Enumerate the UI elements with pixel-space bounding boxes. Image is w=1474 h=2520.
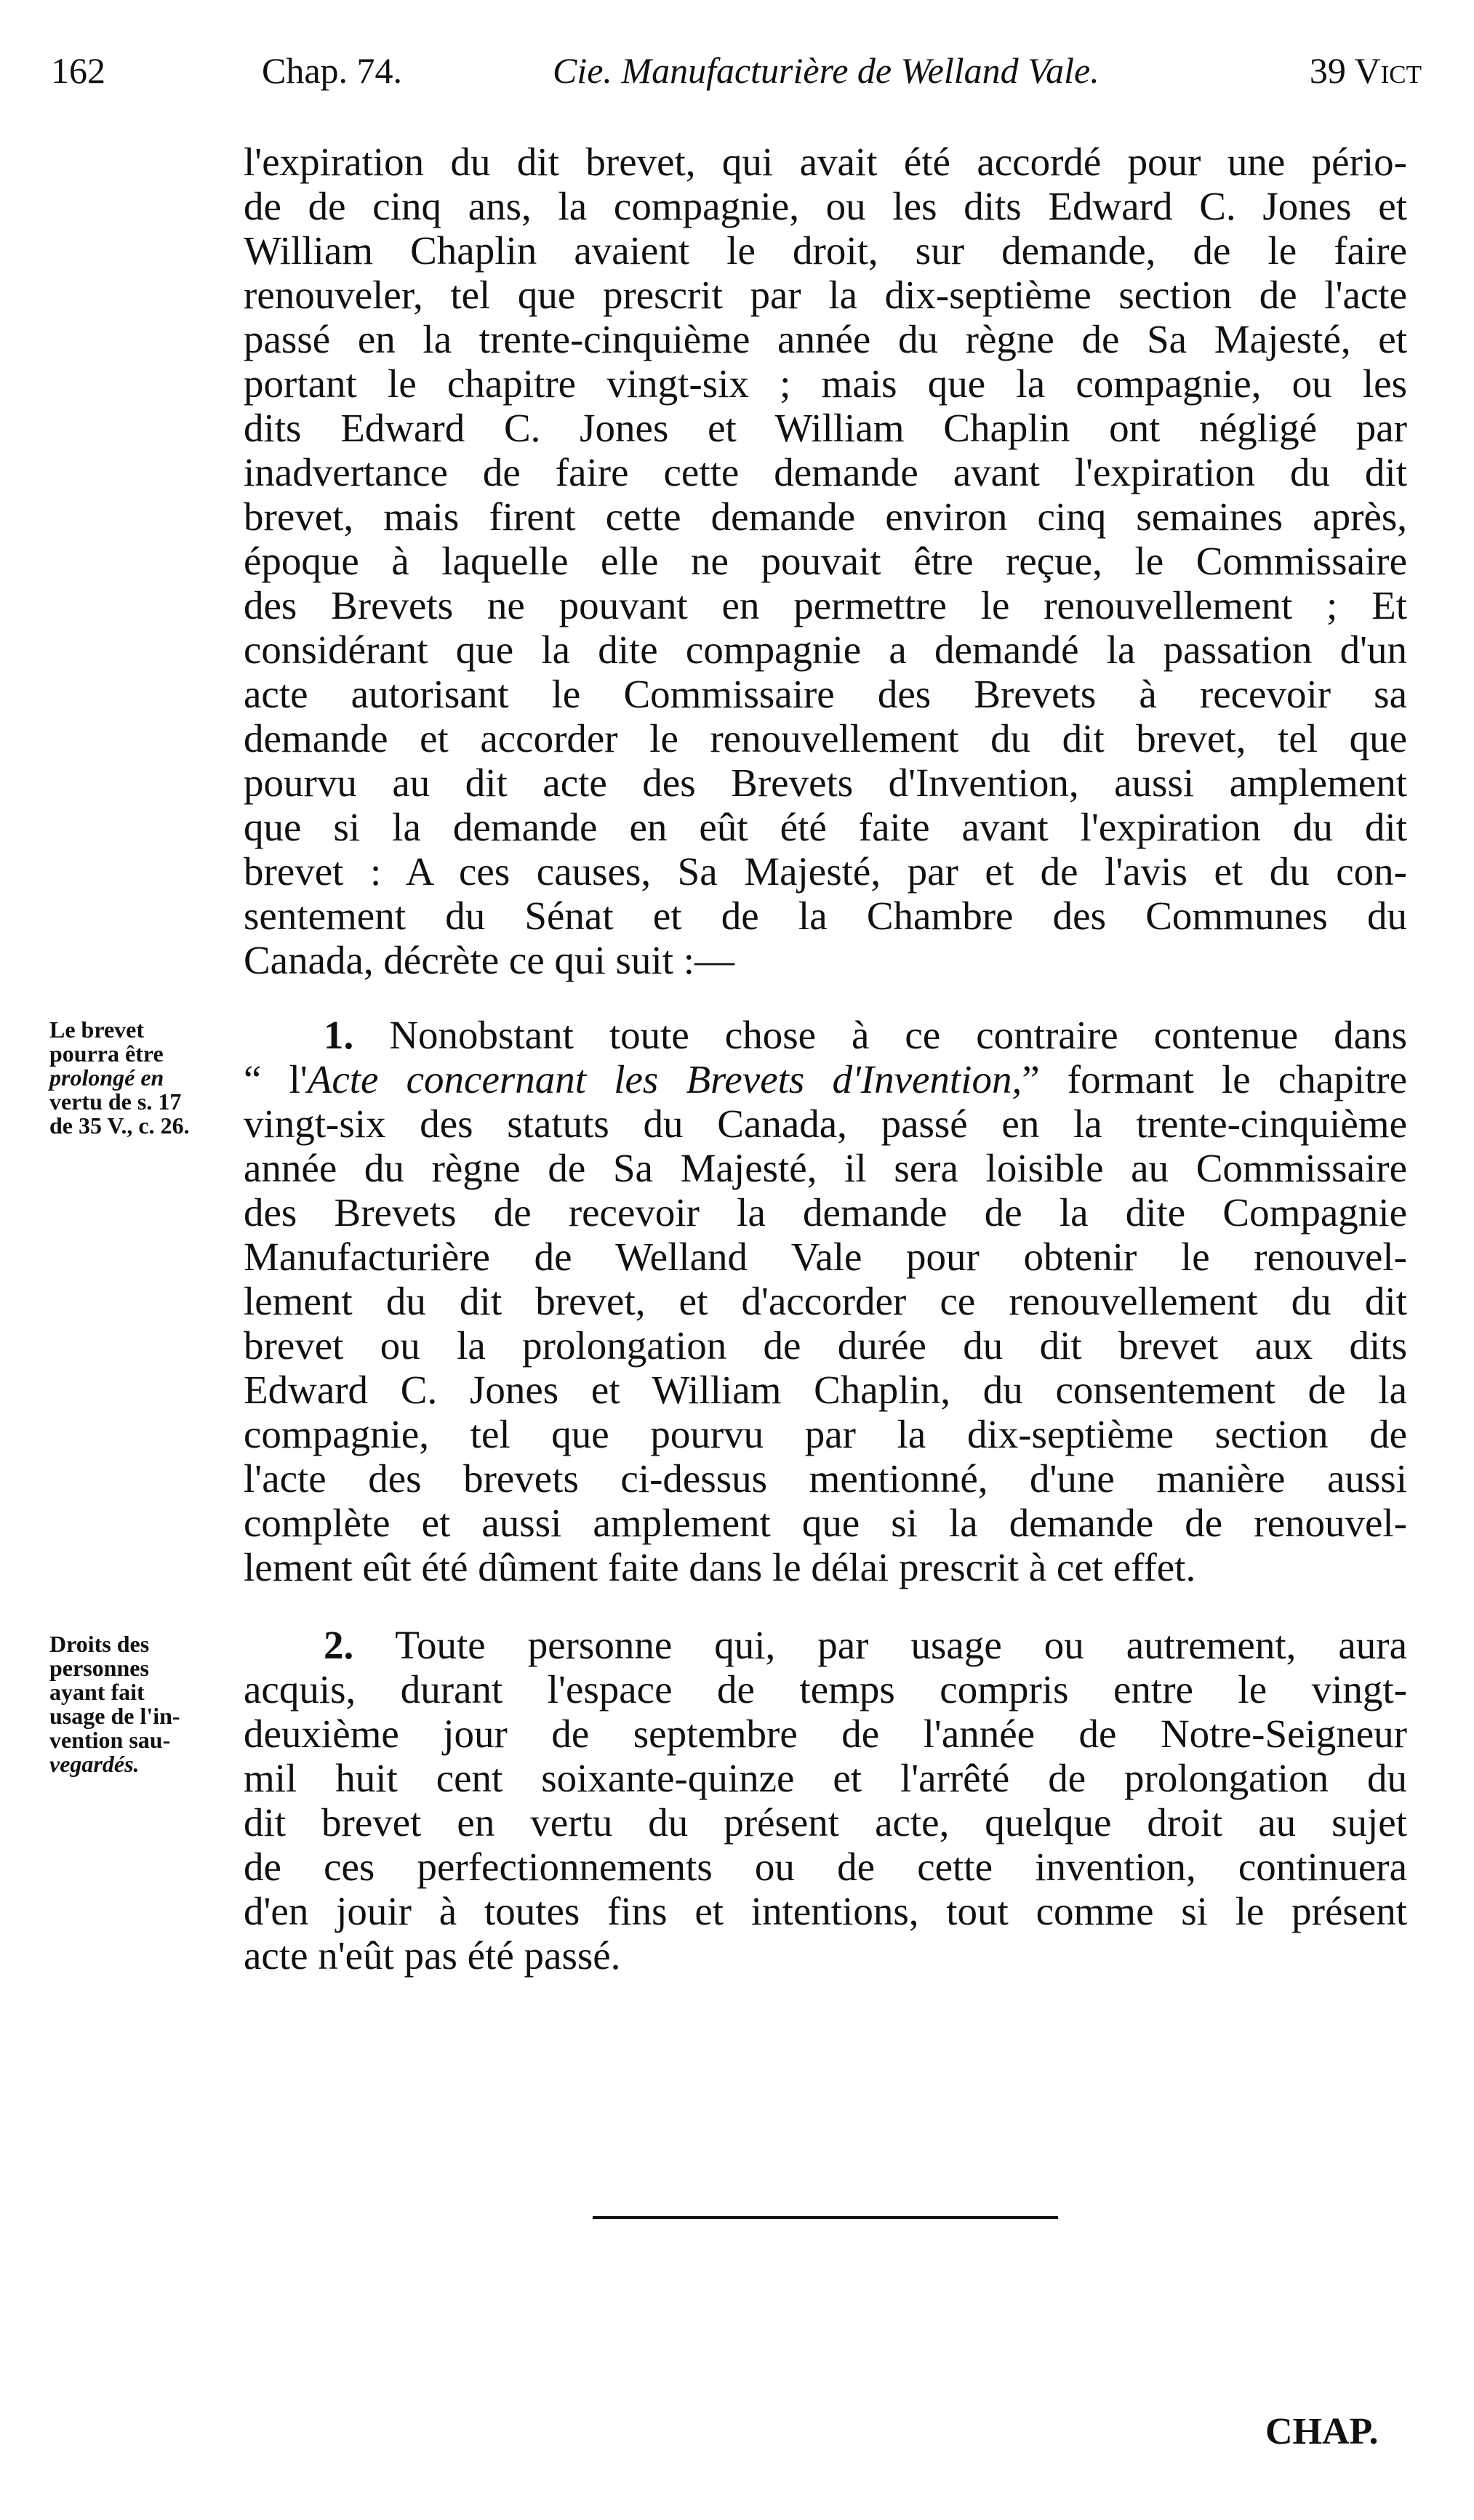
- text-line: époque à laquelle elle ne pouvait être reçue, le Commissaire: [244, 539, 1407, 583]
- section-2: [244, 1623, 1407, 1978]
- regnal-year: 39 Vict: [1309, 50, 1422, 91]
- text-line: demande et accorder le renouvellement du dit brevet, tel que: [244, 716, 1407, 761]
- text-line: acte n'eût pas été passé.: [244, 1933, 621, 1978]
- text-line: l'expiration du dit brevet, qui avait été accordé pour une pério-: [244, 140, 1407, 184]
- text-line: Canada, décrète ce qui suit :—: [244, 938, 735, 982]
- section-1: [244, 1013, 1407, 1589]
- note-line: vegardés.: [49, 1751, 140, 1777]
- note-line: Droits des: [49, 1631, 150, 1657]
- section-first-line: [244, 1623, 1407, 1667]
- text-line: des Brevets ne pouvant en permettre le renouvellement ; Et: [244, 583, 1407, 627]
- chapter-number: Chap. 74.: [262, 50, 403, 91]
- quote-close: ” formant le chapitre: [1022, 1057, 1407, 1102]
- text-line: lement du dit brevet, et d'accorder ce renouvellement du dit: [244, 1279, 1407, 1323]
- catchword: CHAP.: [1265, 2411, 1379, 2452]
- note-line: personnes: [49, 1655, 149, 1681]
- page-number: 162: [51, 50, 105, 91]
- text-line: pourvu au dit acte des Brevets d'Invention, aussi amplement: [244, 761, 1407, 805]
- margin-note-2: [49, 1632, 246, 1776]
- text-line: dit brevet en vertu du présent acte, quelque droit au sujet: [244, 1800, 1407, 1845]
- end-rule: [593, 2216, 1058, 2219]
- text-line: lement eût été dûment faite dans le délai prescrit à cet effet.: [244, 1545, 1196, 1589]
- text-line: de ces perfectionnements ou de cette invention, continuera: [244, 1845, 1407, 1889]
- text-line: considérant que la dite compagnie a demandé la passation d'un: [244, 627, 1407, 672]
- text-line: dits Edward C. Jones et William Chaplin ont négligé par: [244, 406, 1407, 450]
- note-line: pourra être: [49, 1040, 164, 1067]
- text-line: William Chaplin avaient le droit, sur demande, de le faire: [244, 228, 1407, 273]
- section-first-line: [244, 1013, 1407, 1057]
- act-title: Cie. Manufacturière de Welland Vale.: [553, 50, 1100, 91]
- text-line: [244, 1057, 1407, 1102]
- section-number: 1.: [324, 1013, 354, 1057]
- text-line: passé en la trente-cinquième année du règne de Sa Majesté, et: [244, 317, 1407, 361]
- act-citation: Acte concernant les Brevets d'Invention,: [307, 1057, 1022, 1102]
- note-line: Le brevet: [49, 1016, 145, 1043]
- text-line: vingt-six des statuts du Canada, passé en la trente-cinquième: [244, 1102, 1407, 1146]
- text-line: Manufacturière de Welland Vale pour obtenir le renouvel-: [244, 1235, 1407, 1279]
- section-text: Nonobstant toute chose à ce contraire contenue dans: [389, 1013, 1407, 1057]
- text-line: inadvertance de faire cette demande avant l'expiration du dit: [244, 450, 1407, 494]
- text-line: acquis, durant l'espace de temps compris entre le vingt-: [244, 1667, 1407, 1712]
- text-line: d'en jouir à toutes fins et intentions, tout comme si le présent: [244, 1889, 1407, 1933]
- text-line: deuxième jour de septembre de l'année de Notre-Seigneur: [244, 1712, 1407, 1756]
- text-line: acte autorisant le Commissaire des Brevets à recevoir sa: [244, 672, 1407, 716]
- text-line: Edward C. Jones et William Chaplin, du consentement de la: [244, 1368, 1407, 1412]
- running-header: [51, 45, 1422, 96]
- preamble: [244, 140, 1407, 982]
- note-line: de 35 V., c. 26.: [49, 1112, 190, 1139]
- section-text: Toute personne qui, par usage ou autrement, aura: [395, 1623, 1407, 1667]
- margin-note-1: [49, 1018, 246, 1138]
- quote-open: “ l': [244, 1057, 308, 1102]
- text-line: brevet : A ces causes, Sa Majesté, par et de l'avis et du con-: [244, 849, 1407, 894]
- text-line: sentement du Sénat et de la Chambre des Communes du: [244, 894, 1407, 938]
- text-line: compagnie, tel que pourvu par la dix-septième section de: [244, 1412, 1407, 1456]
- text-line: brevet, mais firent cette demande environ cinq semaines après,: [244, 494, 1407, 539]
- text-line: complète et aussi amplement que si la demande de renouvel-: [244, 1501, 1407, 1545]
- text-line: que si la demande en eût été faite avant l'expiration du dit: [244, 805, 1407, 849]
- note-line: vertu de s. 17: [49, 1088, 182, 1115]
- text-line: mil huit cent soixante-quinze et l'arrêté de prolongation du: [244, 1756, 1407, 1800]
- text-line: l'acte des brevets ci-dessus mentionné, d'une manière aussi: [244, 1456, 1407, 1501]
- note-line: ayant fait: [49, 1679, 145, 1705]
- note-line: usage de l'in-: [49, 1703, 180, 1729]
- text-line: des Brevets de recevoir la demande de la dite Compagnie: [244, 1190, 1407, 1235]
- note-line: vention sau-: [49, 1727, 171, 1753]
- note-line: prolongé en: [49, 1064, 164, 1091]
- text-line: année du règne de Sa Majesté, il sera loisible au Commissaire: [244, 1146, 1407, 1190]
- text-line: de de cinq ans, la compagnie, ou les dits Edward C. Jones et: [244, 184, 1407, 228]
- text-line: brevet ou la prolongation de durée du dit brevet aux dits: [244, 1323, 1407, 1368]
- text-line: renouveler, tel que prescrit par la dix-septième section de l'acte: [244, 273, 1407, 317]
- text-line: portant le chapitre vingt-six ; mais que la compagnie, ou les: [244, 361, 1407, 406]
- section-number: 2.: [324, 1623, 354, 1667]
